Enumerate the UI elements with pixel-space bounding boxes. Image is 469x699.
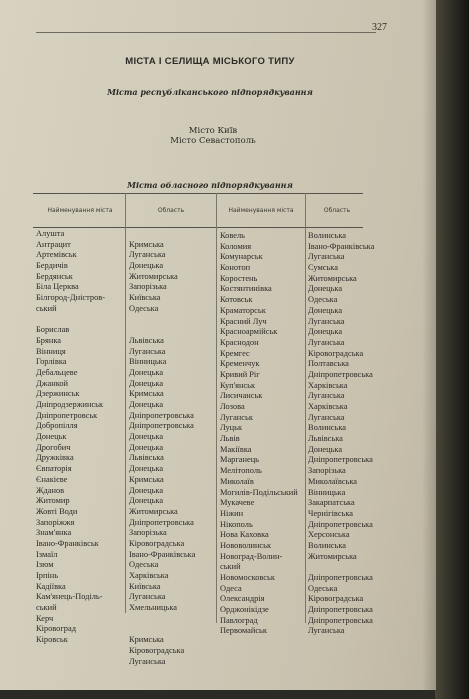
city-name-cell: Олександрія: [220, 594, 265, 604]
oblast-cell: Кримська: [129, 239, 164, 249]
city-name-cell: Ірпінь: [36, 571, 59, 580]
city-name-cell: Дрогобич: [36, 442, 71, 452]
oblast-cell: Запорізька: [129, 282, 167, 292]
city-name-cell: Дніпродзержинськ: [36, 400, 104, 409]
oblast-cell: Донецька: [129, 432, 164, 442]
republic-city-sevastopol: Місто Севастополь: [170, 136, 256, 146]
oblast-cell: Донецька: [308, 444, 343, 454]
oblast-cell: Волинська: [308, 540, 347, 550]
oblast-cell: Харківська: [129, 571, 169, 580]
oblast-cell: Донецька: [129, 367, 164, 377]
city-name-cell: Новоград-Волин-: [220, 551, 283, 561]
city-name-cell: Нововолинськ: [220, 540, 272, 550]
oblast-cell: Луганська: [308, 252, 345, 262]
city-name-cell: Алушта: [36, 229, 65, 238]
oblast-cell: Івано-Франківська: [308, 241, 375, 251]
city-name-cell: Одеса: [220, 583, 242, 593]
right-city-names-column: [220, 231, 298, 637]
city-name-cell: Марганець: [220, 455, 260, 465]
oblast-cell: Львівська: [129, 335, 164, 345]
city-name-cell: Львів: [220, 434, 240, 444]
city-name-cell: Кам'янець-Поділь-: [36, 592, 103, 602]
page-title: МІСТА І СЕЛИЩА МІСЬКОГО ТИПУ: [125, 56, 295, 67]
city-name-cell: Добропілля: [36, 421, 78, 431]
city-name-cell: Єнакієве: [36, 474, 68, 484]
city-name-cell: Ізмаїл: [36, 549, 58, 559]
city-name-cell: Костянтинівка: [220, 284, 272, 294]
city-name-cell: Жовті Води: [36, 506, 78, 516]
oblast-cell: Кримська: [129, 389, 164, 399]
city-name-cell: Лозова: [220, 402, 245, 411]
book-binding-shadow: [435, 0, 469, 699]
oblast-cell: Львівська: [129, 453, 164, 463]
city-name-cell: Красний Луч: [220, 316, 267, 326]
city-name-cell: Коростень: [220, 273, 258, 283]
oblast-cell: Одеська: [129, 560, 159, 570]
oblast-cell: Донецька: [308, 284, 343, 294]
oblast-cell: Кіровоградська: [308, 348, 364, 358]
oblast-cell: Запорізька: [129, 528, 167, 538]
oblast-cell: Дніпропетровська: [308, 573, 373, 582]
city-name-cell: Ніжин: [220, 508, 244, 518]
city-name-cell: Кремгес: [220, 348, 250, 358]
oblast-cell: Донецька: [129, 464, 164, 474]
oblast-cell: Хмельницька: [129, 603, 177, 613]
oblast-cell: [308, 562, 374, 573]
city-name-cell: Дніпропетровськ: [36, 410, 98, 420]
header-oblast-left: Область: [157, 207, 185, 214]
oblast-cell: Луганська: [129, 250, 166, 260]
city-name-cell: Білгород-Дністров-: [36, 293, 106, 303]
oblast-cell: Чернігівська: [308, 508, 354, 518]
city-name-cell: Котовськ: [220, 295, 253, 305]
oblast-cell: Одеська: [308, 295, 338, 305]
city-name-cell: Комунарськ: [220, 252, 263, 262]
oblast-cell: Дніпропетровська: [308, 455, 373, 465]
oblast-cell: Луганська: [308, 391, 345, 401]
city-name-cell: Кривий Ріг: [220, 369, 260, 379]
oblast-cell: Донецька: [129, 496, 164, 506]
oblast-cell: Дніпропетровська: [308, 605, 373, 615]
city-name-cell: Кіровоград: [36, 624, 76, 634]
city-name-cell: ський: [220, 562, 241, 572]
oblast-cell: Харківська: [308, 402, 348, 411]
city-name-cell: Кременчук: [220, 359, 260, 369]
oblast-cell: Кіровоградська: [129, 538, 185, 548]
city-name-cell: Євпаторія: [36, 464, 72, 474]
oblast-cell: Київська: [129, 293, 161, 303]
oblast-cell: Київська: [129, 581, 161, 591]
oblast-cell: Волинська: [308, 423, 347, 433]
city-name-cell: Нова Каховка: [220, 530, 269, 540]
oblast-cell: [129, 325, 195, 336]
oblast-cell: Одеська: [308, 583, 338, 593]
city-name-cell: Донецьк: [36, 432, 67, 442]
city-name-cell: Дзержинськ: [36, 389, 80, 399]
city-name-cell: Керч: [36, 613, 54, 623]
city-name-cell: Запоріжжя: [36, 517, 75, 527]
city-name-cell: Красноармійськ: [220, 327, 278, 337]
left-oblast-column: [129, 229, 195, 667]
city-name-cell: Бердянськ: [36, 271, 73, 281]
oblast-cell: Херсонська: [308, 530, 350, 540]
city-name-cell: Куп'янськ: [220, 380, 256, 390]
city-name-cell: Житомир: [36, 496, 70, 506]
oblast-cell: Дніпропетровська: [308, 369, 373, 379]
header-name-left: Найменування міста: [47, 207, 113, 214]
oblast-cell: Дніпропетровська: [129, 410, 194, 420]
right-oblast-column: [308, 231, 374, 637]
city-name-cell: Орджонікідзе: [220, 605, 269, 615]
city-name-cell: Луганськ: [220, 412, 253, 422]
column-divider: [216, 193, 217, 623]
oblast-cell: Івано-Франківська: [129, 549, 196, 559]
city-name-cell: Ізюм: [36, 560, 54, 570]
oblast-cell: Луганська: [308, 412, 345, 422]
city-name-cell: Дружківка: [36, 453, 74, 463]
oblast-cell: Кримська: [129, 635, 164, 645]
oblast-cell: Миколаївська: [308, 476, 357, 486]
city-name-cell: Мукачеве: [220, 498, 255, 508]
oblast-cell: Закарпатська: [308, 498, 355, 508]
republic-city-kyiv: Місто Київ: [188, 126, 238, 136]
section-heading-republic: Міста республіканського підпорядкування: [107, 87, 313, 97]
city-name-cell: Нікополь: [220, 519, 253, 529]
oblast-cell: Дніпропетровська: [308, 615, 373, 625]
city-name-cell: ський: [36, 603, 57, 613]
oblast-cell: Кіровоградська: [308, 594, 364, 604]
city-name-cell: Кіровськ: [36, 635, 68, 645]
column-divider: [125, 193, 126, 613]
oblast-cell: Житомирська: [308, 273, 357, 283]
city-name-cell: Могилів-Подільський: [220, 487, 298, 497]
header-rule: [36, 32, 376, 33]
city-name-cell: Дебальцеве: [36, 367, 78, 377]
oblast-cell: Одеська: [129, 303, 159, 313]
oblast-cell: Житомирська: [308, 551, 357, 561]
oblast-cell: Дніпропетровська: [129, 517, 194, 527]
city-name-cell: Луцьк: [220, 423, 243, 433]
city-name-cell: Ковель: [220, 231, 245, 240]
oblast-cell: Донецька: [308, 305, 343, 315]
city-name-cell: Івано-Франківськ: [36, 538, 99, 548]
city-name-cell: Конотоп: [220, 263, 251, 273]
oblast-cell: Кіровоградська: [129, 645, 185, 655]
oblast-cell: Донецька: [129, 400, 164, 409]
oblast-cell: Луганська: [129, 592, 166, 602]
section-heading-oblast: Міста обласного підпорядкування: [127, 180, 293, 190]
city-name-cell: ський: [36, 303, 57, 313]
oblast-cell: Донецька: [129, 378, 164, 388]
city-name-cell: Новомосковськ: [220, 573, 275, 582]
oblast-cell: [129, 624, 195, 635]
city-name-cell: Кадіївка: [36, 581, 66, 591]
page-number: 327: [372, 22, 387, 33]
city-name-cell: Бердичів: [36, 261, 68, 271]
oblast-cell: Житомирська: [129, 271, 178, 281]
city-name-cell: Жданов: [36, 485, 65, 495]
oblast-cell: [129, 229, 195, 240]
oblast-cell: Львівська: [308, 434, 343, 444]
oblast-cell: Луганська: [308, 337, 345, 347]
table-header-rule: [33, 227, 363, 228]
oblast-cell: Вінницька: [129, 357, 167, 367]
city-name-cell: Горлівка: [36, 357, 67, 367]
oblast-cell: Донецька: [129, 485, 164, 495]
header-name-right: Найменування міста: [228, 207, 294, 214]
oblast-cell: Луганська: [308, 316, 345, 326]
oblast-cell: Дніпропетровська: [129, 421, 194, 431]
oblast-cell: Кримська: [129, 474, 164, 484]
oblast-cell: Житомирська: [129, 506, 178, 516]
city-name-cell: [36, 315, 105, 326]
city-name-cell: Первомайськ: [220, 626, 267, 636]
header-oblast-right: Область: [323, 207, 351, 214]
oblast-cell: Дніпропетровська: [308, 519, 373, 529]
city-name-cell: Артемівськ: [36, 250, 77, 260]
city-name-cell: Знам'янка: [36, 528, 72, 538]
oblast-cell: Луганська: [129, 346, 166, 356]
city-name-cell: Миколаїв: [220, 476, 254, 486]
oblast-cell: [129, 614, 195, 625]
city-name-cell: Павлоград: [220, 615, 258, 625]
city-name-cell: Брянка: [36, 335, 61, 345]
oblast-cell: Волинська: [308, 231, 347, 240]
city-name-cell: Джанкой: [36, 378, 69, 388]
city-name-cell: Біла Церква: [36, 282, 79, 292]
city-name-cell: Макіївка: [220, 444, 252, 454]
city-name-cell: Краматорськ: [220, 305, 266, 315]
oblast-cell: Луганська: [308, 626, 345, 636]
city-name-cell: Борислав: [36, 325, 70, 335]
oblast-cell: Запорізька: [308, 466, 346, 476]
oblast-cell: Харківська: [308, 380, 348, 390]
oblast-cell: [129, 315, 195, 326]
column-divider: [305, 193, 306, 623]
oblast-cell: Вінницька: [308, 487, 346, 497]
city-name-cell: Мелітополь: [220, 466, 262, 476]
oblast-cell: Донецька: [129, 261, 164, 271]
table-top-rule: [33, 193, 363, 194]
city-name-cell: Краснодон: [220, 337, 259, 347]
oblast-cell: Сумська: [308, 263, 338, 273]
oblast-cell: Донецька: [129, 442, 164, 452]
city-name-cell: Антрацит: [36, 239, 71, 249]
city-name-cell: Вінниця: [36, 346, 66, 356]
oblast-cell: Луганська: [129, 656, 166, 666]
oblast-cell: Донецька: [308, 327, 343, 337]
oblast-cell: Полтавська: [308, 359, 349, 369]
city-name-cell: Коломия: [220, 241, 252, 251]
left-city-names-column: [36, 229, 105, 646]
city-name-cell: Лисичанськ: [220, 391, 263, 401]
